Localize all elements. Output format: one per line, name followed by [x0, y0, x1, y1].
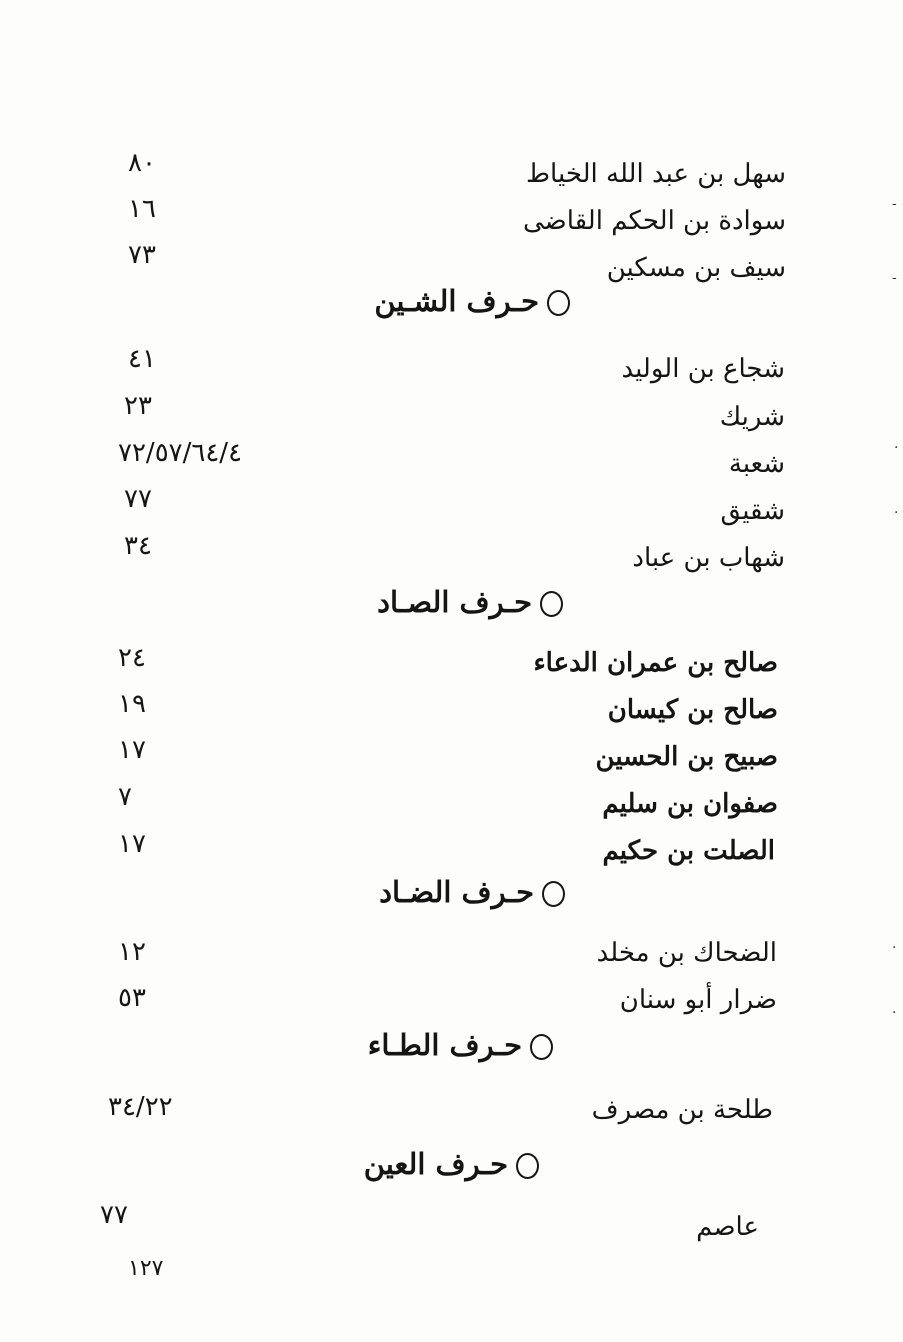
index-entry-name: شريك — [719, 402, 785, 432]
scan-mark: · — [894, 440, 899, 456]
section-heading — [379, 875, 565, 909]
index-entry-name: شعبة — [728, 449, 785, 479]
section-heading-label: حـرف الضـاد — [379, 875, 534, 909]
index-entry-pages: ٧٣ — [128, 240, 156, 270]
scan-mark: - — [892, 270, 897, 286]
section-heading-label: حـرف الصـاد — [377, 585, 532, 619]
page-number: ١٢٧ — [128, 1256, 164, 1281]
section-heading — [377, 585, 563, 619]
index-entry-pages: ١٢ — [118, 937, 146, 967]
circle-icon — [516, 1153, 539, 1179]
section-heading — [367, 1028, 553, 1062]
index-entry-pages: ١٧ — [118, 829, 146, 859]
index-entry-name: صبيح بن الحسين — [595, 742, 778, 772]
index-entry-pages: ٢٤ — [118, 643, 146, 673]
index-entry-pages: ٢٣ — [124, 391, 152, 421]
circle-icon — [547, 290, 570, 316]
index-entry-name: ضرار أبو سنان — [619, 985, 777, 1015]
index-entry-name: سوادة بن الحكم القاضى — [522, 206, 786, 236]
section-heading-label: حـرف الشـين — [374, 284, 539, 318]
index-entry-name: صالح بن كيسان — [607, 695, 778, 725]
scan-mark: - — [892, 196, 897, 212]
index-entry-name: سهل بن عبد الله الخياط — [526, 159, 786, 189]
circle-icon — [530, 1034, 553, 1060]
section-heading-label: حـرف الطـاء — [367, 1028, 522, 1062]
index-entry-name: صالح بن عمران الدعاء — [533, 648, 778, 678]
index-entry-pages: ٤١ — [128, 344, 156, 374]
index-entry-name: صفوان بن سليم — [602, 789, 778, 819]
index-entry-pages: ١٩ — [118, 689, 146, 719]
index-entry-name: عاصم — [696, 1212, 759, 1242]
section-heading-label: حـرف العين — [363, 1147, 508, 1181]
index-entry-pages: ٧٢/٥٧/٦٤/٤ — [118, 438, 243, 468]
circle-icon — [542, 881, 565, 907]
index-entry-pages: ٣٤ — [124, 531, 152, 561]
section-heading — [374, 284, 570, 318]
scan-mark: · — [894, 505, 899, 521]
scan-mark: · — [892, 940, 897, 956]
index-entry-name: طلحة بن مصرف — [591, 1095, 773, 1125]
index-entry-name: الصلت بن حكيم — [602, 836, 775, 866]
index-entry-pages: ٨٠ — [128, 148, 156, 178]
index-entry-pages: ٥٣ — [118, 983, 146, 1013]
index-entry-pages: ١٧ — [118, 735, 146, 765]
index-entry-pages: ٧ — [118, 782, 132, 812]
index-entry-pages: ٧٧ — [100, 1200, 128, 1230]
scan-mark: · — [892, 1005, 897, 1021]
index-entry-pages: ٧٧ — [124, 484, 152, 514]
circle-icon — [540, 591, 563, 617]
index-entry-name: الضحاك بن مخلد — [596, 938, 777, 968]
index-entry-name: شهاب بن عباد — [632, 543, 785, 573]
index-entry-name: شقيق — [720, 496, 785, 526]
index-entry-name: شجاع بن الوليد — [621, 354, 785, 384]
index-entry-pages: ٣٤/٢٢ — [108, 1092, 173, 1122]
section-heading — [363, 1147, 539, 1181]
index-entry-name: سيف بن مسكين — [606, 253, 786, 283]
index-entry-pages: ١٦ — [128, 194, 156, 224]
